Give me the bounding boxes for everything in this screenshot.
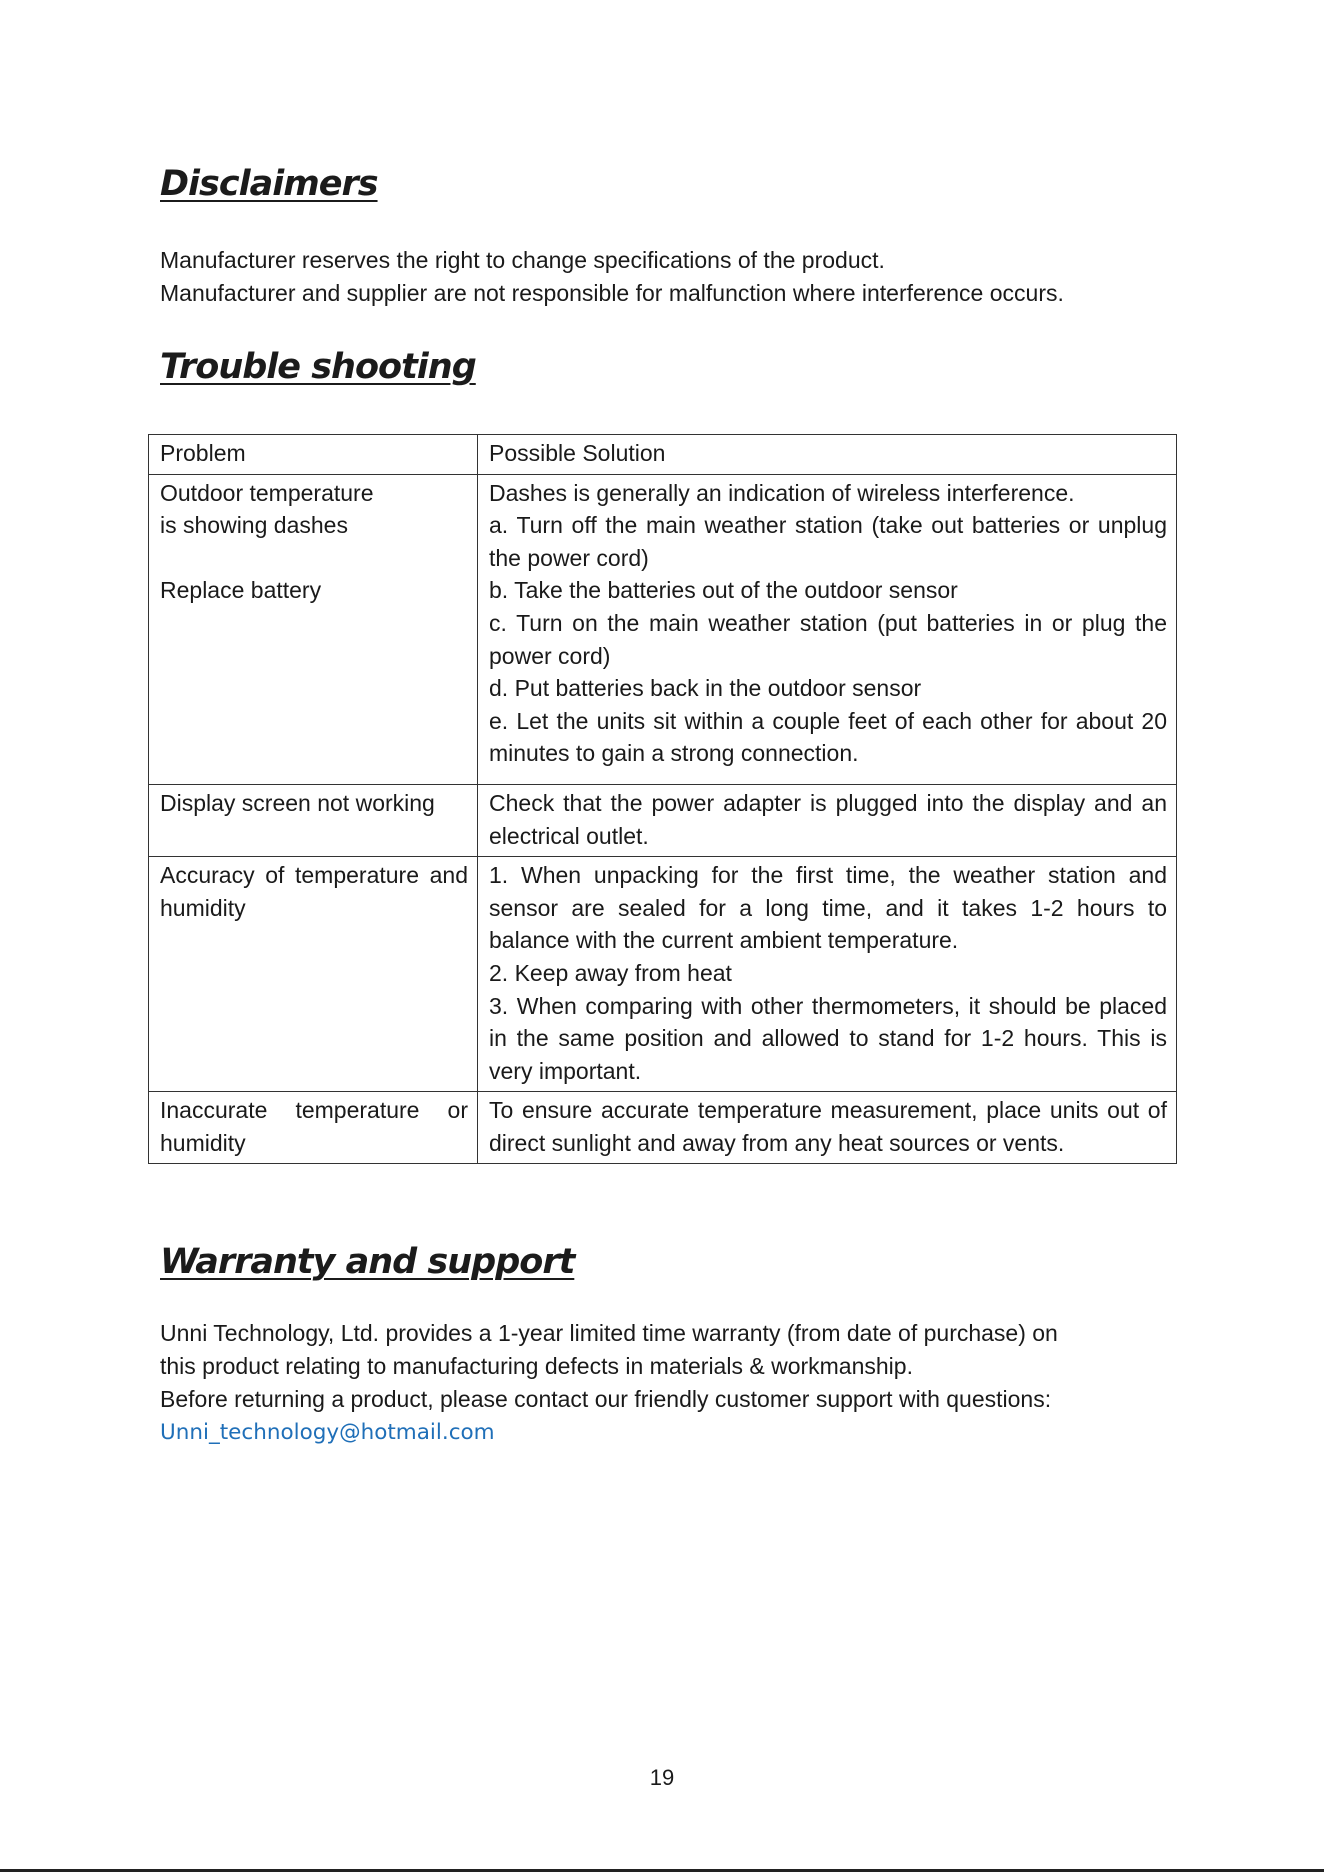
problem-text: Display screen not working [160, 789, 435, 816]
disclaimers-heading: Disclaimers [160, 164, 378, 204]
header-solution: Possible Solution [478, 435, 1177, 475]
problem-text: Accuracy of temperature and humidity [160, 862, 468, 921]
solution-cell [478, 474, 1177, 784]
problem-cell [149, 857, 478, 1092]
solution-text: c. Turn on the main weather station (put batteries in or plug the power cord) [489, 609, 1167, 669]
solution-text: b. Take the batteries out of the outdoor sensor [489, 577, 958, 604]
problem-cell [149, 1092, 478, 1164]
problem-cell [149, 784, 478, 856]
disclaimers-text [160, 244, 1190, 310]
solution-text: Dashes is generally an indication of wireless interference. [489, 479, 1075, 506]
warranty-line: Unni Technology, Ltd. provides a 1-year limited time warranty (from date of purchase) on [160, 1320, 1058, 1346]
solution-text: Check that the power adapter is plugged into the display and an electrical outlet. [489, 789, 1167, 849]
warranty-text [160, 1317, 1190, 1449]
table-row [149, 1092, 1177, 1164]
problem-text: Outdoor temperature [160, 479, 374, 506]
troubleshooting-table [148, 434, 1177, 1164]
solution-text: 2. Keep away from heat [489, 959, 732, 986]
disclaimer-line: Manufacturer reserves the right to change specifications of the product. [160, 247, 885, 273]
solution-text: 1. When unpacking for the first time, the weather station and sensor are sealed for a long time, and it takes 1-2 hours to balance with the current ambient temperature. [489, 862, 1167, 954]
warranty-heading: Warranty and support [160, 1242, 575, 1282]
problem-cell [149, 474, 478, 784]
solution-text: To ensure accurate temperature measurement, place units out of direct sunlight and away from any heat sources or vents. [489, 1097, 1167, 1156]
problem-text: Replace battery [160, 577, 322, 604]
table-row [149, 857, 1177, 1092]
solution-cell [478, 857, 1177, 1092]
header-problem: Problem [149, 435, 478, 475]
solution-text: e. Let the units sit within a couple feet of each other for about 20 minutes to gain a strong connection. [489, 707, 1167, 767]
page-number: 19 [649, 1765, 675, 1790]
table-row [149, 474, 1177, 784]
table-header-row [149, 435, 1177, 475]
solution-cell [478, 1092, 1177, 1164]
troubleshooting-heading: Trouble shooting [160, 347, 476, 387]
disclaimer-line: Manufacturer and supplier are not responsible for malfunction where interference occurs. [160, 280, 1064, 306]
spacer [160, 542, 468, 575]
solution-text: a. Turn off the main weather station (take out batteries or unplug the power cord) [489, 512, 1167, 571]
solution-text: d. Put batteries back in the outdoor sensor [489, 675, 922, 702]
problem-text: Inaccurate temperature or humidity [160, 1097, 468, 1156]
table-row [149, 784, 1177, 856]
solution-text: 3. When comparing with other thermometers, it should be placed in the same position and allowed to stand for 1-2 hours. This is very important. [489, 992, 1167, 1084]
problem-text: is showing dashes [160, 512, 348, 539]
solution-cell [478, 784, 1177, 856]
support-email-link[interactable]: Unni_technology@hotmail.com [160, 1420, 495, 1445]
warranty-line: this product relating to manufacturing defects in materials & workmanship. [160, 1353, 913, 1379]
warranty-line: Before returning a product, please contact our friendly customer support with questions: [160, 1386, 1052, 1412]
